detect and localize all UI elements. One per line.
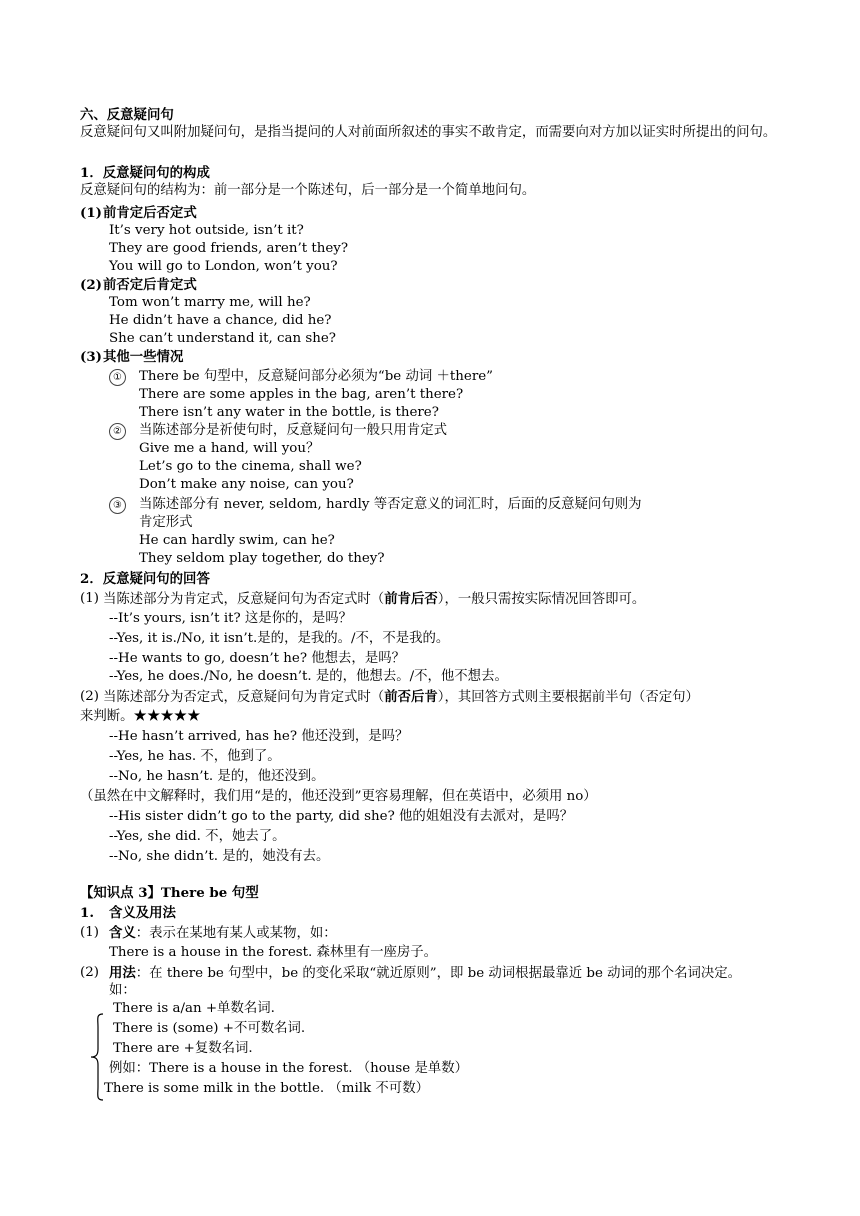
rule-line: There is (some) +不可数名词. bbox=[113, 1021, 306, 1036]
sub1-example: You will go to London, won’t you? bbox=[109, 259, 338, 274]
p2-example: --No, she didn’t. 是的，她没有去。 bbox=[109, 849, 330, 864]
sub2-num: (2) bbox=[80, 277, 102, 293]
rule-line: 例如：There is a house in the forest. （house 是单数） bbox=[109, 1061, 469, 1076]
sub2-example: Tom won’t marry me, will he? bbox=[109, 295, 311, 310]
item-marker: ③ bbox=[109, 496, 126, 514]
p1-example: --Yes, he does./No, he doesn’t. 是的，他想去。/不，他不想去。 bbox=[109, 669, 508, 684]
part1-title: 1．反意疑问句的构成 bbox=[80, 165, 210, 181]
p2-example: --Yes, he has. 不，他到了。 bbox=[109, 749, 281, 764]
kp3-s1-title: 含义及用法 bbox=[109, 905, 176, 921]
rule-line: There are +复数名词. bbox=[113, 1041, 253, 1056]
p2-example: --No, he hasn’t. 是的，他还没到。 bbox=[109, 769, 325, 784]
p1-example: --Yes, it is./No, it isn’t.是的，是我的。/不，不是我的。 bbox=[109, 631, 450, 646]
p1-text: 当陈述部分为肯定式，反意疑问句为否定式时（前肯后否），一般只需按实际情况回答即可。 bbox=[103, 591, 646, 607]
part2-title: 2．反意疑问句的回答 bbox=[80, 571, 210, 587]
section-6-title: 六、反意疑问句 bbox=[80, 107, 174, 123]
kp3-s1-num: 1. bbox=[80, 905, 94, 921]
p2-example: --He hasn’t arrived, has he? 他还没到，是吗？ bbox=[109, 729, 409, 744]
meaning-num: (1) bbox=[80, 925, 99, 940]
item-example: They seldom play together, do they? bbox=[139, 551, 385, 566]
item-example: Give me a hand, will you？ bbox=[139, 441, 320, 456]
p2-num: (2) bbox=[80, 689, 99, 704]
sub2-title: 前否定后肯定式 bbox=[103, 277, 197, 293]
item-line: 当陈述部分是祈使句时，反意疑问句一般只用肯定式 bbox=[139, 423, 447, 438]
sub1-num: (1) bbox=[80, 205, 102, 221]
p1-example: --He wants to go, doesn’t he? 他想去，是吗？ bbox=[109, 651, 405, 666]
p2-example: --Yes, she did. 不，她去了。 bbox=[109, 829, 286, 844]
curly-brace-icon bbox=[90, 1013, 104, 1101]
meaning-text: 含义：表示在某地有某人或某物，如： bbox=[109, 925, 337, 941]
sub1-title: 前肯定后否定式 bbox=[103, 205, 197, 221]
sub2-example: She can’t understand it, can she? bbox=[109, 331, 336, 346]
item-marker: ① bbox=[109, 368, 126, 386]
sub3-num: (3) bbox=[80, 349, 102, 365]
p1-num: (1) bbox=[80, 591, 99, 606]
sub1-example: It’s very hot outside, isn’t it? bbox=[109, 223, 304, 238]
p1-example: --It’s yours, isn’t it? 这是你的，是吗？ bbox=[109, 611, 353, 626]
sub3-title: 其他一些情况 bbox=[103, 349, 184, 365]
sub2-example: He didn’t have a chance, did he? bbox=[109, 313, 332, 328]
item-example: He can hardly swim, can he? bbox=[139, 533, 335, 548]
item-marker: ② bbox=[109, 422, 126, 440]
item-example: There isn’t any water in the bottle, is there? bbox=[139, 405, 439, 420]
p2-text: 当陈述部分为否定式，反意疑问句为肯定式时（前否后肯），其回答方式则主要根据前半句（否定句） bbox=[103, 689, 699, 705]
item-example: Let’s go to the cinema, shall we? bbox=[139, 459, 362, 474]
meaning-example: There is a house in the forest. 森林里有一座房子。 bbox=[109, 945, 438, 960]
usage-text-cont: 如： bbox=[109, 983, 136, 998]
item-example: There are some apples in the bag, aren’t there? bbox=[139, 387, 464, 402]
p2-text-cont: 来判断。★★★★★ bbox=[80, 709, 201, 724]
p2-note: （虽然在中文解释时，我们用“是的，他还没到”更容易理解，但在英语中，必须用 no） bbox=[80, 789, 597, 804]
item-example: Don’t make any noise, can you? bbox=[139, 477, 354, 492]
item-line-cont: 肯定形式 bbox=[139, 515, 193, 530]
usage-text: 用法：在 there be 句型中，be 的变化采取“就近原则”，即 be 动词根据最靠近 be 动词的那个名词决定。 bbox=[109, 965, 742, 981]
kp3-title: 【知识点 3】There be 句型 bbox=[80, 885, 259, 901]
part1-desc: 反意疑问句的结构为：前一部分是一个陈述句，后一部分是一个简单地问句。 bbox=[80, 183, 536, 198]
rule-line: There is some milk in the bottle. （milk 不可数） bbox=[104, 1081, 429, 1096]
item-line: There be 句型中，反意疑问部分必须为“be 动词 ＋there” bbox=[139, 369, 494, 384]
sub1-example: They are good friends, aren’t they? bbox=[109, 241, 349, 256]
section-6-intro: 反意疑问句又叫附加疑问句，是指当提问的人对前面所叙述的事实不敢肯定，而需要向对方加以证实时所提出的问句。 bbox=[80, 125, 777, 140]
usage-num: (2) bbox=[80, 965, 99, 980]
p2-example: --His sister didn’t go to the party, did she? 他的姐姐没有去派对，是吗？ bbox=[109, 809, 574, 824]
rule-line: There is a/an +单数名词. bbox=[113, 1001, 275, 1016]
item-line: 当陈述部分有 never, seldom, hardly 等否定意义的词汇时，后面的反意疑问句则为 bbox=[139, 497, 642, 512]
